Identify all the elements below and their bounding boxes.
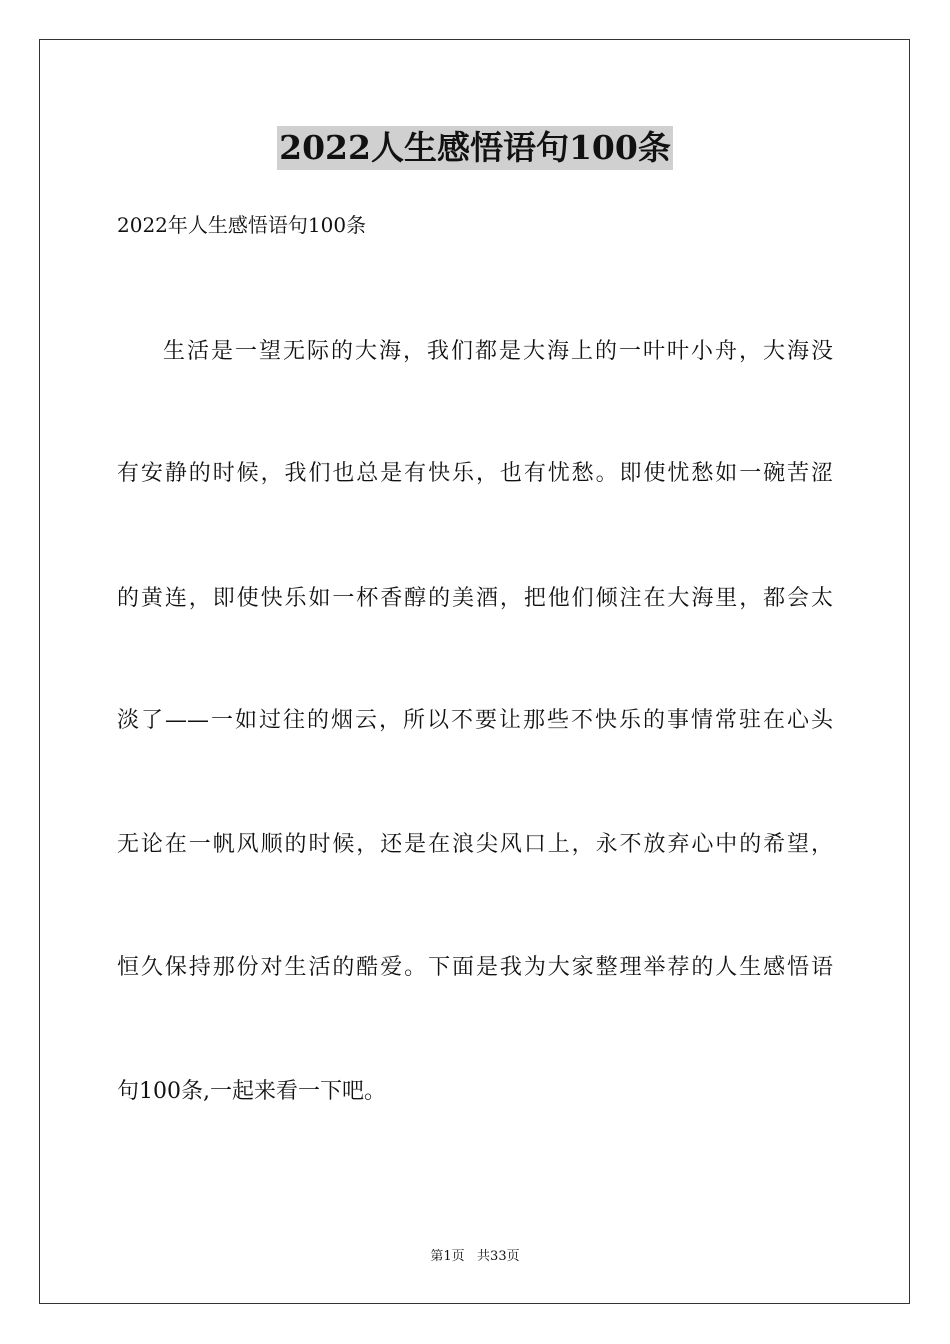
- page-footer: 第1页 共33页: [430, 1249, 520, 1264]
- paragraph-line: 恒久保持那份对生活的酷爱。下面是我为大家整理举荐的人生感悟语: [117, 955, 833, 980]
- title-container: [0, 126, 950, 170]
- document-title: 2022人生感悟语句100条: [277, 126, 673, 170]
- paragraph-line: 无论在一帆风顺的时候，还是在浪尖风口上，永不放弃心中的希望，: [117, 832, 833, 857]
- paragraph-line: 句100条,一起来看一下吧。: [117, 1079, 386, 1104]
- paragraph-line: 淡了——一如过往的烟云，所以不要让那些不快乐的事情常驻在心头: [117, 708, 833, 733]
- paragraph-line: 生活是一望无际的大海，我们都是大海上的一叶叶小舟，大海没: [163, 339, 833, 364]
- paragraph-line: 的黄连，即使快乐如一杯香醇的美酒，把他们倾注在大海里，都会太: [117, 586, 833, 611]
- document-subtitle: 2022年人生感悟语句100条: [117, 213, 367, 237]
- paragraph-line: 有安静的时候，我们也总是有快乐，也有忧愁。即使忧愁如一碗苦涩: [117, 461, 833, 486]
